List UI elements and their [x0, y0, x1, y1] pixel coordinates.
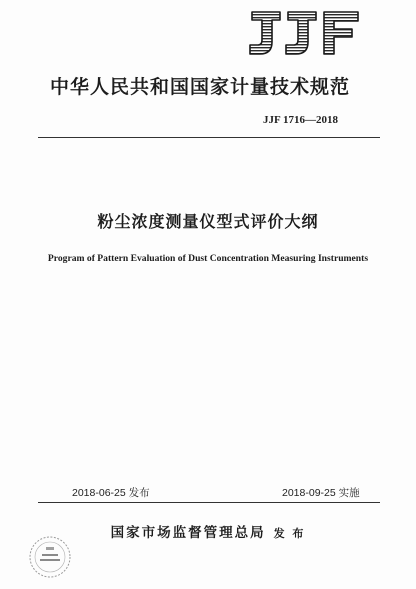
bottom-divider [38, 502, 380, 503]
jjf-logo [246, 8, 362, 58]
issue-date: 2018-06-25 发布 [72, 487, 150, 499]
standard-type-title: 中华人民共和国国家计量技术规范 [50, 76, 351, 98]
top-divider [38, 137, 380, 138]
implementation-date: 2018-09-25 实施 [282, 487, 360, 499]
publish-action: 发 布 [273, 527, 306, 540]
document-title-en: Program of Pattern Evaluation of Dust Concentration Measuring Instruments [47, 253, 369, 264]
publisher-name: 国家市场监督管理总局 [110, 525, 266, 541]
circular-stamp-icon [27, 534, 73, 580]
standard-code: JJF 1716—2018 [263, 114, 339, 126]
document-title-cn: 粉尘浓度测量仪型式评价大纲 [97, 212, 319, 231]
